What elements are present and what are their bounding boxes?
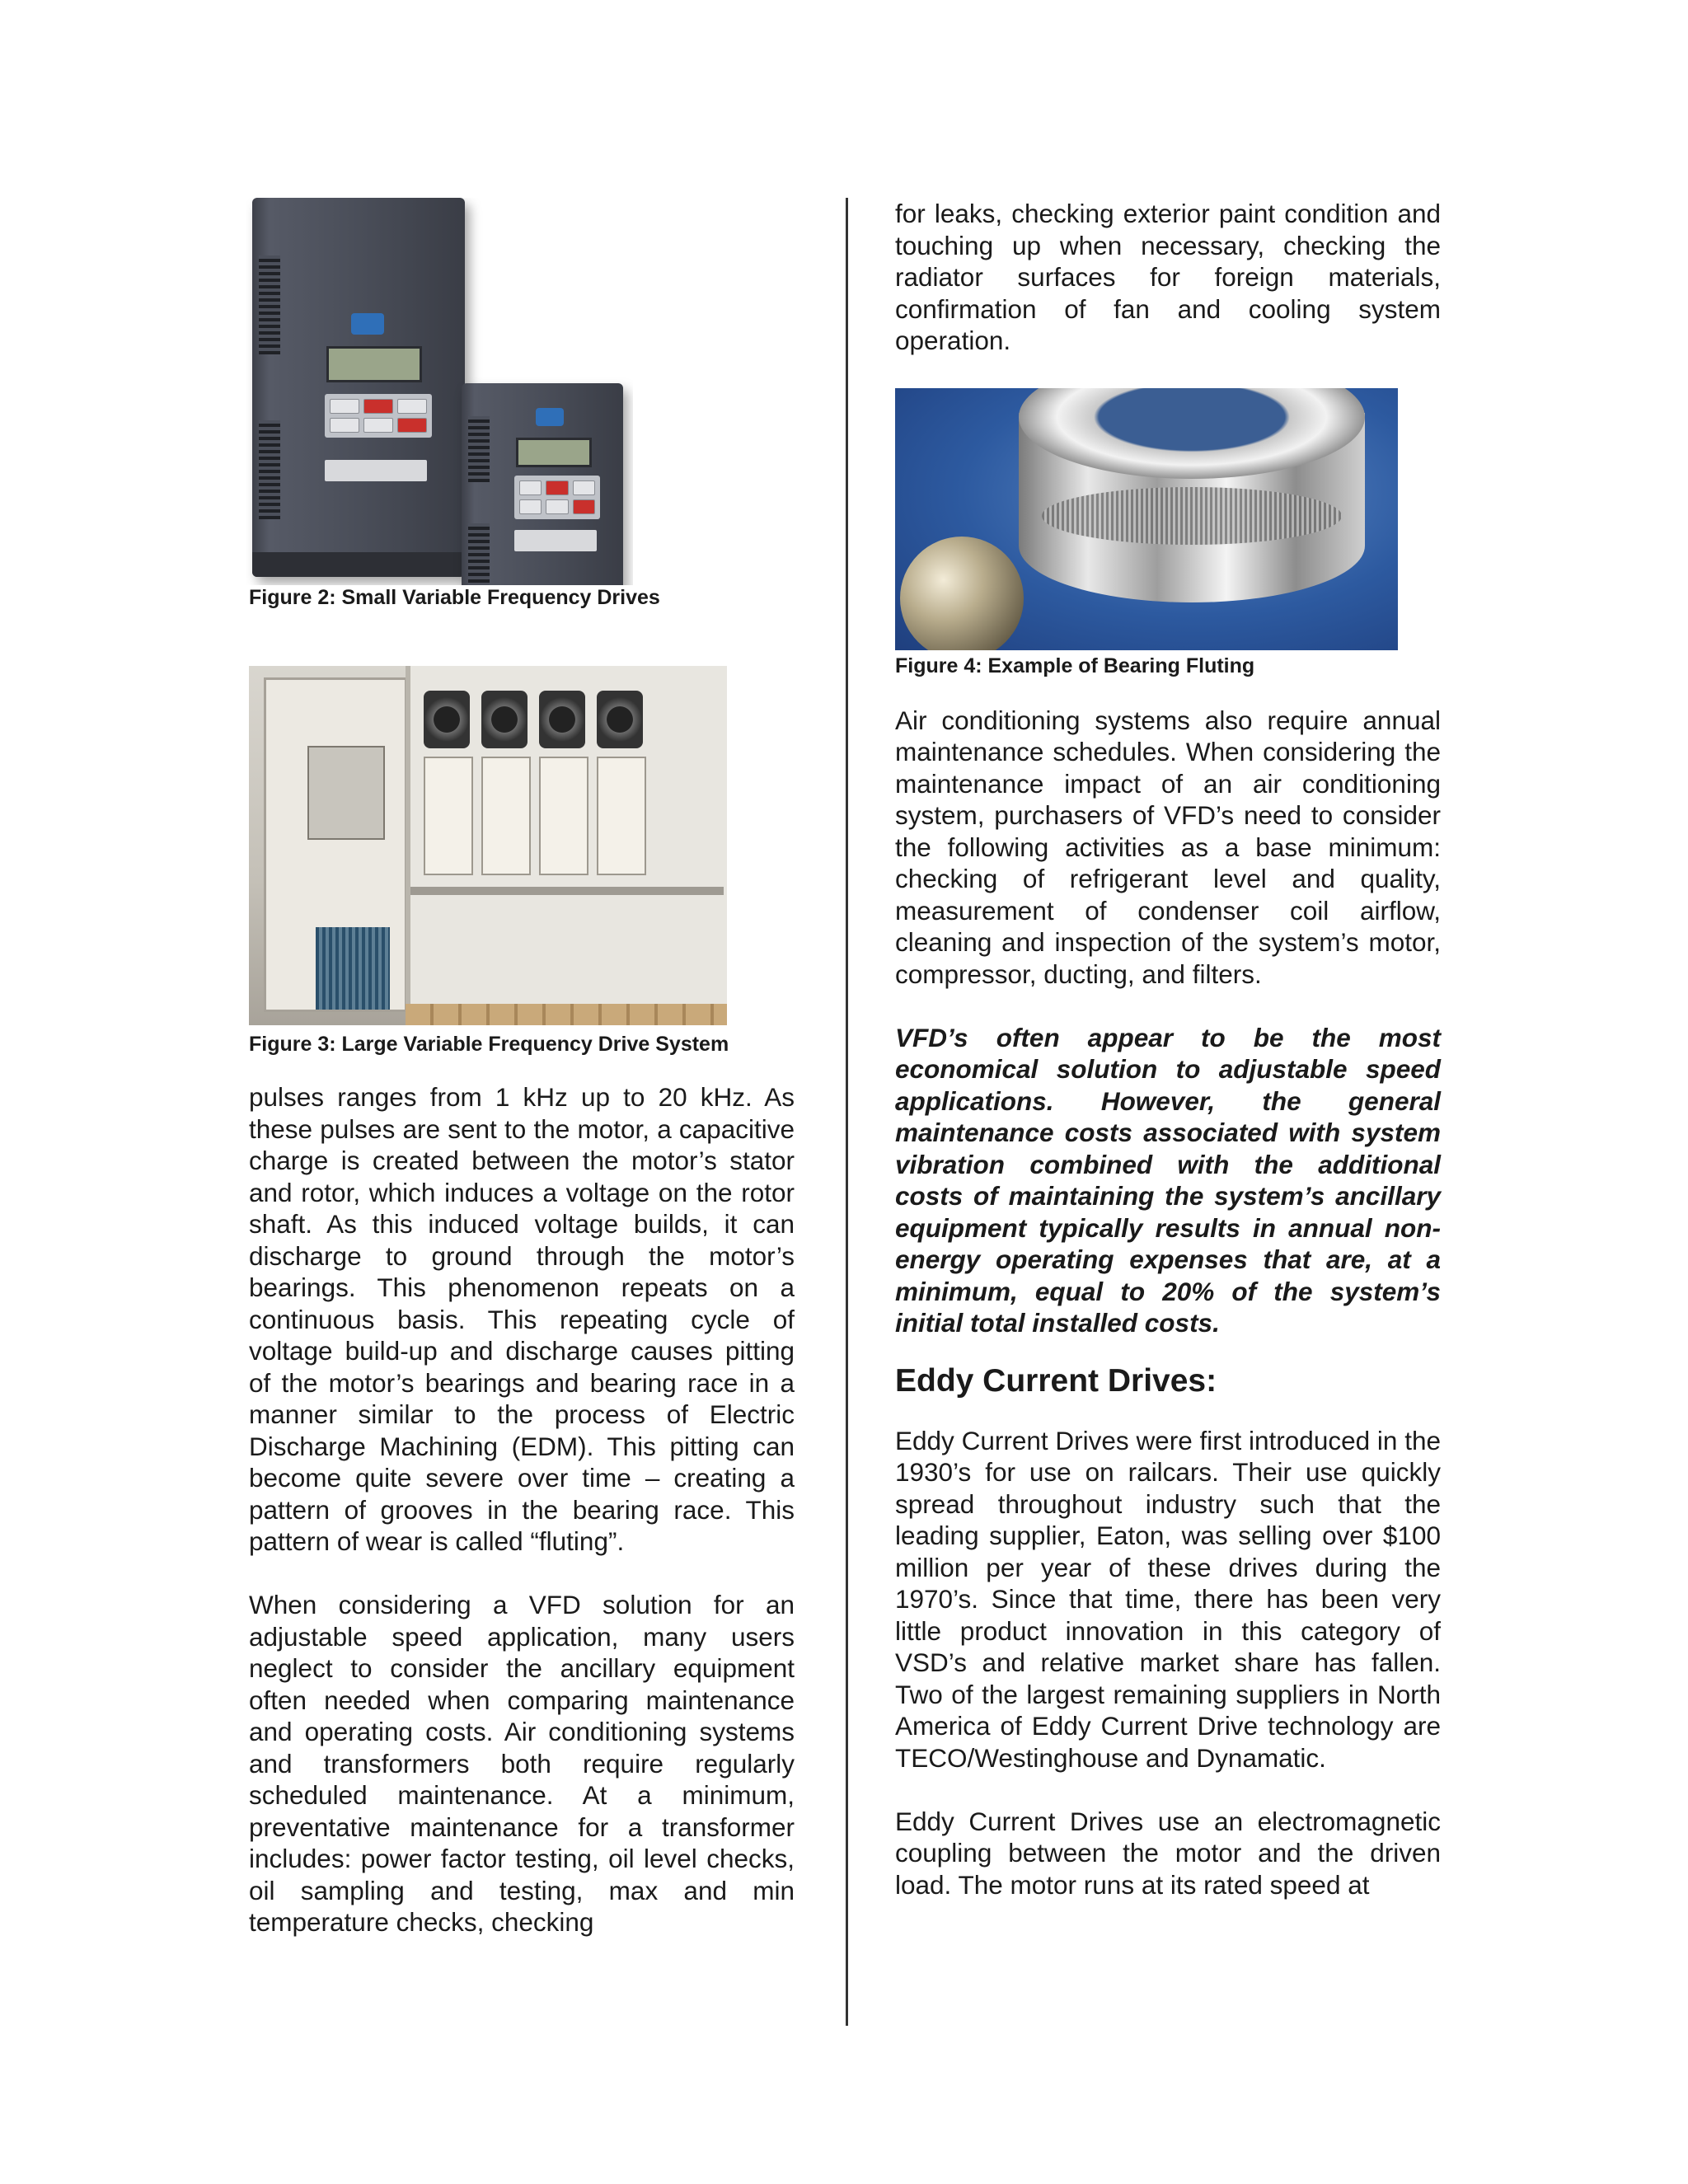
figure-4-caption: Figure 4: Example of Bearing Fluting [895, 654, 1255, 677]
figure-3-caption: Figure 3: Large Variable Frequency Drive System [249, 1033, 729, 1056]
small-drive-unit [462, 383, 623, 585]
left-column [249, 198, 795, 1938]
figure-2-caption: Figure 2: Small Variable Frequency Drives [249, 586, 660, 609]
right-paragraph-eddy-coupling: Eddy Current Drives use an electromagnetic coupling between the motor and the driven load. The motor runs at its rated speed at [895, 1806, 1441, 1900]
large-drive-unit [252, 198, 465, 577]
cabinet-door [264, 677, 407, 1012]
right-paragraph-transformer-continued: for leaks, checking exterior paint condition and touching up when necessary, checking the radiator surfaces for foreign materials, confirmation of fan and cooling system operation. [895, 199, 1441, 355]
bearing-ball [900, 537, 1024, 650]
right-column [895, 198, 1441, 1900]
column-divider [846, 198, 848, 2026]
figure-bearing-fluting-image [895, 388, 1398, 650]
right-emphasis-paragraph: VFD’s often appear to be the most economical solution to adjustable speed applications. However, the general maintenance costs associated with system vibration combined with the additional costs of maintaining the system’s ancillary equipment typically results in annual non-energy operating expenses that are, at a minimum, equal to 20% of the system’s initial total installed costs. [895, 1022, 1441, 1338]
right-paragraph-eddy-history: Eddy Current Drives were first introduced in the 1930’s for use on railcars. Their use quickly spread throughout industry such that the leading supplier, Eaton, was selling over $100 million per year of these drives during the 1970’s. Since that time, there has been very little product innovation in this category of VSD’s and relative market share has fallen. Two of the largest remaining suppliers in North America of Eddy Current Drive technology are TECO/Westinghouse and Dynamatic. [895, 1425, 1441, 1773]
left-paragraph-ancillary: When considering a VFD solution for an adjustable speed application, many users neglect to consider the ancillary equipment often needed when comparing maintenance and operating costs. Air conditioning systems and transformers both require regularly scheduled maintenance. At a minimum, preventative maintenance for a transformer includes: power factor testing, oil level checks, oil sampling and testing, max and min temperature checks, checking [249, 1590, 795, 1937]
section-heading-eddy-current: Eddy Current Drives: [895, 1362, 1217, 1399]
figure-large-vfd-image [249, 666, 727, 1025]
figure-small-vfd-image [246, 198, 633, 585]
right-paragraph-air-conditioning: Air conditioning systems also require annual maintenance schedules. When considering the maintenance impact of an air conditioning system, purchasers of VFD’s need to consider the following activities as a base minimum: checking of refrigerant level and quality, measurement of condenser coil airflow, cleaning and inspection of the system’s motor, compressor, ducting, and filters. [895, 705, 1441, 989]
left-paragraph-fluting: pulses ranges from 1 kHz up to 20 kHz. As these pulses are sent to the motor, a capacitive charge is created between the motor’s stator and rotor, which induces a voltage on the rotor shaft. As this induced voltage builds, it can discharge to ground through the motor’s bearings. This phenomenon repeats on a continuous basis. This repeating cycle of voltage build-up and discharge causes pitting of the motor’s bearings and bearing race in a manner similar to the process of Electric Discharge Machining (EDM). This pitting can become quite severe over time – creating a pattern of grooves in the bearing race. This pattern of wear is called “fluting”. [249, 1082, 795, 1556]
